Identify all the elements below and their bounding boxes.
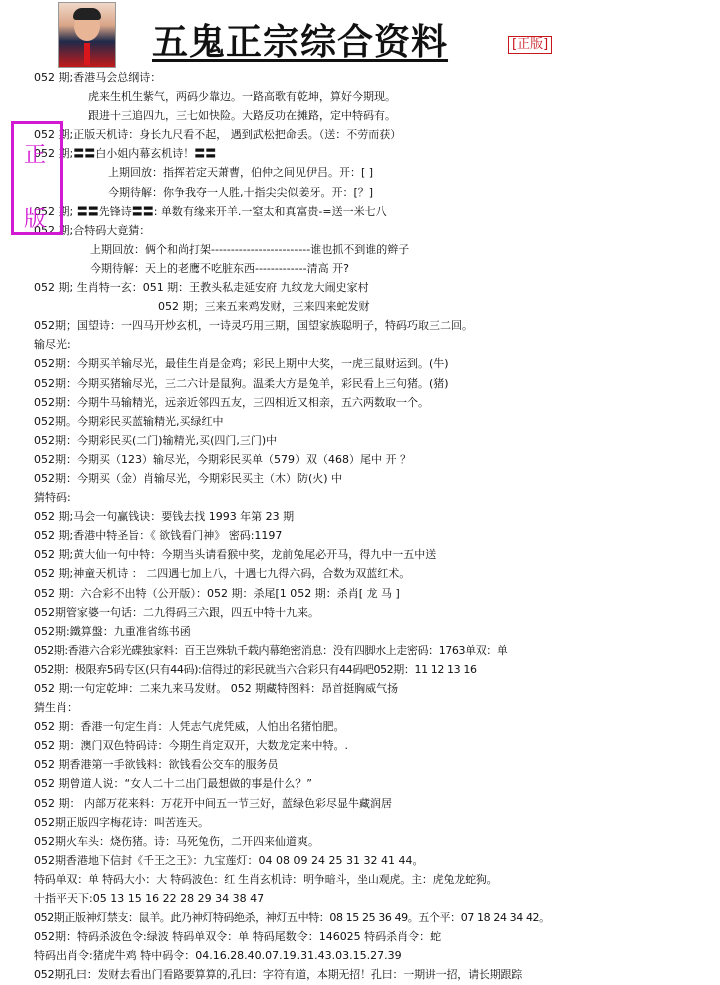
line-6: 上期回放：指挥若定天萧曹，伯仲之间见伊吕。开：[ ] bbox=[108, 166, 374, 180]
line-42: 052期香港地下信封《千王之王》：九宝莲灯：04 08 09 24 25 31 32 41 44。 bbox=[34, 853, 424, 867]
line-27: 052 期;神童天机诗 ： 二四遇七加上八，十遇七九得六码，合数为双蓝红术。 bbox=[34, 567, 411, 581]
line-46: 052期：特码杀波色令:绿波 特码单双令：单 特码尾数令：146025 特码杀肖令：蛇 bbox=[34, 930, 442, 944]
page-title: 五鬼正宗综合资料 bbox=[152, 21, 449, 63]
line-1: 052 期;香港马会总纲诗： bbox=[34, 71, 162, 84]
line-7: 今期待解：你争我夺一人胜,十指尖尖似姜牙。开：[？] bbox=[108, 185, 374, 199]
portrait-photo bbox=[58, 2, 116, 68]
line-8: 052 期; 〓〓先锋诗〓〓: 单数有缘来开羊.一窒太和真富贵-=送一米七八 bbox=[34, 204, 387, 218]
line-3: 跟进十三追四九，三七如快险。大路反功在摊路，定中特码有。 bbox=[88, 109, 396, 123]
line-5: 052 期;〓〓白小姐内幕玄机诗！〓〓 bbox=[34, 147, 217, 161]
line-25: 052 期;香港中特圣旨：《 欲钱看门神》 密码:1197 bbox=[34, 529, 283, 543]
line-44: 十指平天下:05 13 15 16 22 28 29 34 38 47 bbox=[34, 892, 265, 906]
line-31: 052期:香港六合彩光碟独家料：百王岂殊轨千载内幕绝密消息：没有四脚水上走密码：1763单双：单 bbox=[34, 643, 508, 657]
edition-stamp bbox=[11, 121, 63, 235]
line-29: 052期管家婆一句话：二九得码三六跟，四五中特十九来。 bbox=[34, 605, 319, 619]
line-4: 052 期;正版天机诗：身长九尺看不起， 遇到武松把命丢。（送：不劳而获） bbox=[34, 128, 402, 142]
line-36: 052 期：澳门双色特码诗：今期生肖定双开，大数龙定来中特。. bbox=[34, 739, 348, 753]
portrait-tie bbox=[84, 43, 90, 65]
line-11: 今期待解：天上的老鹰不吃脏东西-------------清高 开? bbox=[90, 261, 349, 275]
line-16: 052期：今期买羊输尽光，最佳生肖是金鸡；彩民上期中大奖，一虎三鼠财运到。(牛) bbox=[34, 357, 449, 371]
stamp-char-1: 正 bbox=[24, 143, 47, 168]
line-10: 上期回放：俩个和尚打架-------------------------谁也抓不到谁的辫子 bbox=[90, 242, 410, 256]
line-13: 052 期；三来五来鸡发财，三来四来蛇发财 bbox=[158, 300, 370, 314]
line-39: 052 期： 内部万花来料：万花开中间五一节三好，蓝绿色彩尽显牛藏润居 bbox=[34, 796, 392, 810]
content-lines bbox=[0, 68, 720, 985]
line-14: 052期；国望诗：一四马开炒玄机，一诗灵巧用三期，国望家族聪明子，特码巧取三二回。 bbox=[34, 319, 473, 333]
stamp-char-2: 版 bbox=[24, 207, 47, 232]
line-40: 052期正版四字梅花诗：叫苦连天。 bbox=[34, 815, 209, 829]
line-9: 052 期;合特码大竟猜： bbox=[34, 223, 151, 237]
edition-badge: [正版] bbox=[508, 36, 552, 54]
line-48: 052期孔曰：发财去看出门看路要算算的,孔曰：字符有道，本期无招！孔曰：一期讲一招，请长期跟踪 bbox=[34, 968, 523, 982]
line-20: 052期：今期彩民买(二门)输精光,买(四门,三门)中 bbox=[34, 433, 278, 447]
line-38: 052 期曾道人说：“女人二十二出门最想做的事是什么？” bbox=[34, 777, 312, 791]
line-47: 特码出肖令:猪虎牛鸡 特中码令：04.16.28.40.07.19.31.43.03.15.27.39 bbox=[34, 949, 402, 963]
line-32: 052期：极限弃5码专区(只有44码):信得过的彩民就当六合彩只有44码吧052期：11 12 13 16 bbox=[34, 662, 477, 676]
line-30: 052期:鐵算盤：九重准省练书函 bbox=[34, 624, 191, 638]
header bbox=[0, 0, 720, 68]
line-22: 052期：今期买（金）肖输尽光，今期彩民买主（木）防(火) 中 bbox=[34, 471, 343, 485]
line-33: 052 期:一句定乾坤：二来九来马发财。 052 期藏特图料：昂首挺胸威气扬 bbox=[34, 682, 399, 695]
line-17: 052期：今期买猪输尽光，三二六计是鼠狗。温柔大方是兔羊，彩民看上三句猪。(猪) bbox=[34, 376, 449, 390]
line-37: 052 期香港第一手欲钱料：欲钱看公交车的服务员 bbox=[34, 758, 279, 772]
line-35: 052 期：香港一句定生肖：人凭志气虎凭威，人怕出名猪怕肥。 bbox=[34, 720, 345, 734]
line-41: 052期火车头：烧伤猪。诗：马死兔伤，二开四来仙道爽。 bbox=[34, 834, 319, 848]
line-2: 虎来生机生紫气，两码少靠边。一路高歌有乾坤，算好今期现。 bbox=[88, 90, 396, 104]
line-15: 输尽光: bbox=[34, 338, 71, 352]
line-34: 猜生肖： bbox=[34, 701, 78, 715]
line-45: 052期正版神灯禁支：鼠羊。此乃神灯特码绝杀，神灯五中特：08 15 25 36 49。五个平：07 18 24 34 42。 bbox=[34, 911, 550, 925]
line-26: 052 期;黄大仙一句中特：今期当头请看猴中奖，龙前兔尾必开马，得九中一五中送 bbox=[34, 548, 437, 562]
line-23: 猜特码: bbox=[34, 491, 71, 505]
line-43: 特码单双：单 特码大小：大 特码波色：红 生肖玄机诗：明争暗斗，坐山观虎。主：虎兔龙蛇狗。 bbox=[34, 872, 498, 886]
line-19: 052期。今期彩民买蓝输精光,买绿红中 bbox=[34, 414, 224, 428]
line-12: 052 期; 生肖特一玄：051 期：王教头私走延安府 九纹龙大闹史家村 bbox=[34, 281, 369, 295]
line-18: 052期：今期牛马输精光，远亲近邻四五友，三四相近又相亲，五六两数取一个。 bbox=[34, 395, 429, 409]
portrait-hair bbox=[73, 8, 101, 20]
line-28: 052 期：六合彩不出特（公开版）：052 期：杀尾[1 052 期：杀肖[ 龙 马 ] bbox=[34, 586, 400, 600]
line-21: 052期：今期买（123）输尽光，今期彩民买单（579）双（468）尾中 开 ？ bbox=[34, 452, 411, 466]
line-24: 052 期;马会一句赢钱诀：要钱去找 1993 年第 23 期 bbox=[34, 510, 295, 524]
